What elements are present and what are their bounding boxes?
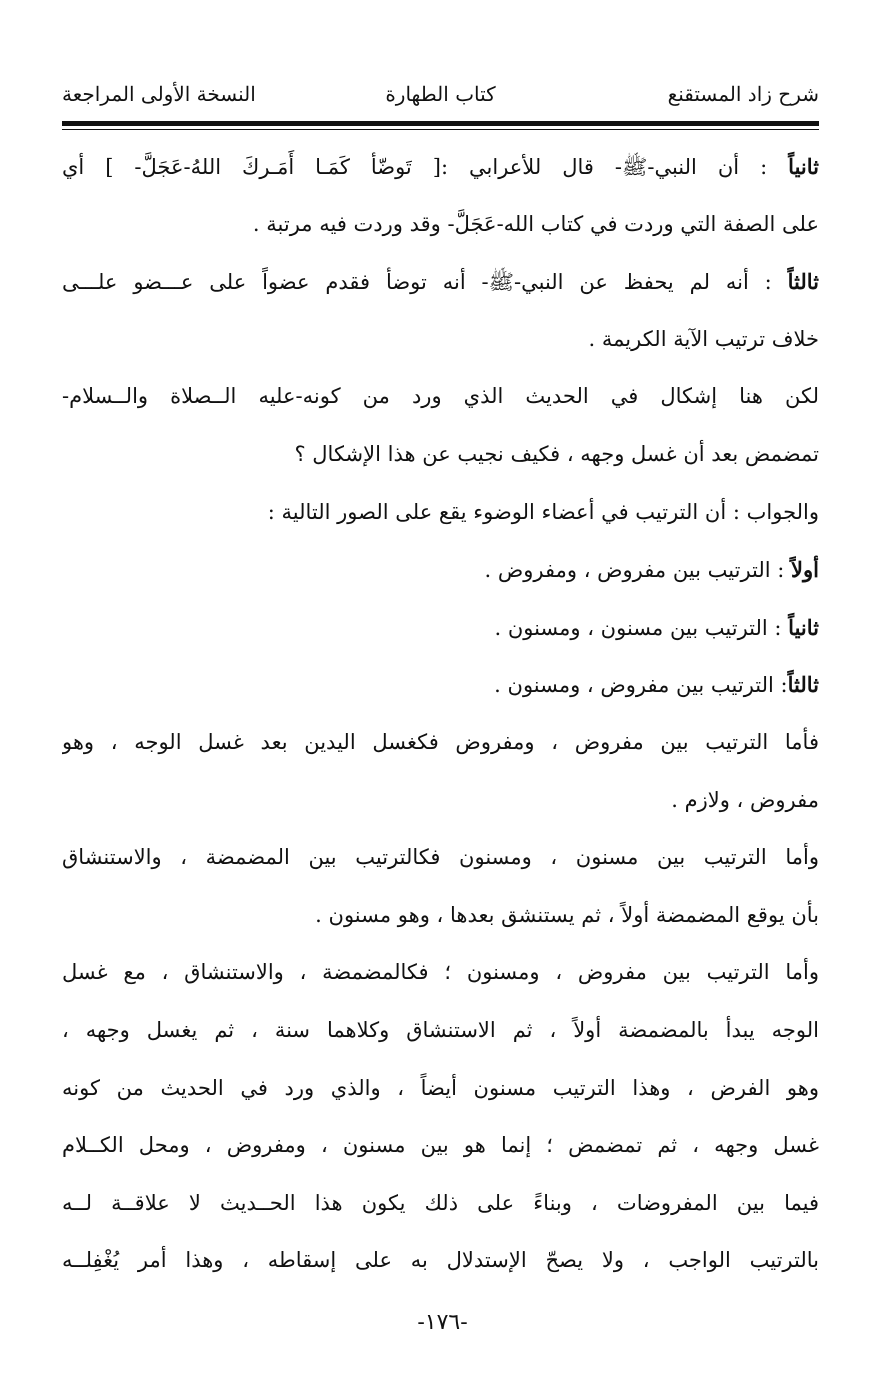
line-text: بأن يوقع المضمضة أولاً ، ثم يستنشق بعدها ، وهو مسنون .: [315, 902, 819, 927]
header-chapter-title: كتاب الطهارة: [385, 82, 496, 106]
text-line: [62, 541, 819, 599]
line-text: مفروض ، ولازم .: [671, 787, 819, 812]
line-text: تمضمض بعد أن غسل وجهه ، فكيف نجيب عن هذا الإشكال ؟: [294, 441, 819, 466]
line-text: : أنه لم يحفظ عن النبي-ﷺ- أنه توضأ فقدم عضواً على عـــضو علـــى: [62, 270, 788, 295]
text-line: [62, 887, 819, 945]
enumeration-label: ثانياً: [788, 614, 819, 640]
line-text: خلاف ترتيب الآية الكريمة .: [588, 326, 819, 351]
enumeration-label: ثانياً: [788, 154, 819, 179]
line-text: وأما الترتيب بين مفروض ، ومسنون ؛ فكالمضمضة ، والاستنشاق ، مع غسل: [62, 960, 819, 985]
line-text: وهو الفرض ، وهذا الترتيب مسنون أيضاً ، والذي ورد في الحديث من كونه: [62, 1075, 819, 1100]
line-text: فيما بين المفروضات ، وبناءً على ذلك يكون هذا الحــديث لا علاقــة لــه: [62, 1190, 819, 1215]
header-book-title: شرح زاد المستقنع: [667, 82, 819, 106]
line-text: : الترتيب بين مفروض ، ومفروض .: [484, 558, 792, 583]
text-line: [62, 944, 819, 1002]
text-line: [62, 1232, 819, 1290]
line-text: على الصفة التي وردت في كتاب الله-عَجَلَّ- وقد وردت فيه مرتبة .: [252, 211, 819, 236]
running-header: [62, 82, 819, 116]
line-text: والجواب : أن الترتيب في أعضاء الوضوء يقع على الصور التالية :: [267, 499, 819, 524]
text-line: [62, 426, 819, 484]
header-edition-note: النسخة الأولى المراجعة: [62, 82, 256, 106]
line-text: بالترتيب الواجب ، ولا يصحّ الإستدلال به على إسقاطه ، وهذا أمر يُغْفِلــه: [62, 1248, 819, 1273]
text-line: [62, 714, 819, 772]
enumeration-label: ثالثاً: [787, 269, 819, 295]
line-text: غسل وجهه ، ثم تمضمض ؛ إنما هو بين مسنون ، ومفروض ، ومحل الكــلام: [62, 1133, 819, 1158]
text-line: [62, 196, 819, 254]
enumeration-label: أولاً: [791, 557, 819, 583]
text-line: [62, 368, 819, 426]
header-rule-thick: [62, 121, 819, 126]
line-text: وأما الترتيب بين مسنون ، ومسنون فكالترتيب بين المضمضة ، والاستنشاق: [62, 845, 819, 870]
text-line: [62, 311, 819, 369]
line-text: لكن هنا إشكال في الحديث الذي ورد من كونه-عليه الــصلاة والــسلام-: [62, 384, 819, 409]
text-line: [62, 484, 819, 542]
text-line: [62, 1117, 819, 1175]
text-line: [62, 253, 819, 311]
enumeration-label: ثالثاً: [787, 672, 819, 698]
text-line: [62, 1175, 819, 1233]
header-rule-thin: [62, 129, 819, 130]
text-line: [62, 1060, 819, 1118]
line-text: الوجه يبدأ بالمضمضة أولاً ، ثم الاستنشاق وكلاهما سنة ، ثم يغسل وجهه ،: [62, 1017, 819, 1042]
text-line: [62, 138, 819, 196]
line-text: : الترتيب بين مفروض ، ومسنون .: [494, 673, 788, 698]
text-line: [62, 1002, 819, 1060]
page-number: -١٧٦-: [417, 1310, 468, 1335]
text-line: [62, 829, 819, 887]
line-text: فأما الترتيب بين مفروض ، ومفروض فكغسل اليدين بعد غسل الوجه ، وهو: [62, 729, 819, 754]
line-text: : أن النبي-ﷺ- قال للأعرابي :[ تَوضّأ كَمَـا أَمَـركَ اللهُ-عَجَلَّ- ] أي: [62, 155, 789, 179]
text-line: [62, 656, 819, 714]
text-line: [62, 772, 819, 830]
line-text: : الترتيب بين مسنون ، ومسنون .: [494, 615, 789, 640]
text-line: [62, 599, 819, 657]
body-text: [62, 138, 819, 1290]
